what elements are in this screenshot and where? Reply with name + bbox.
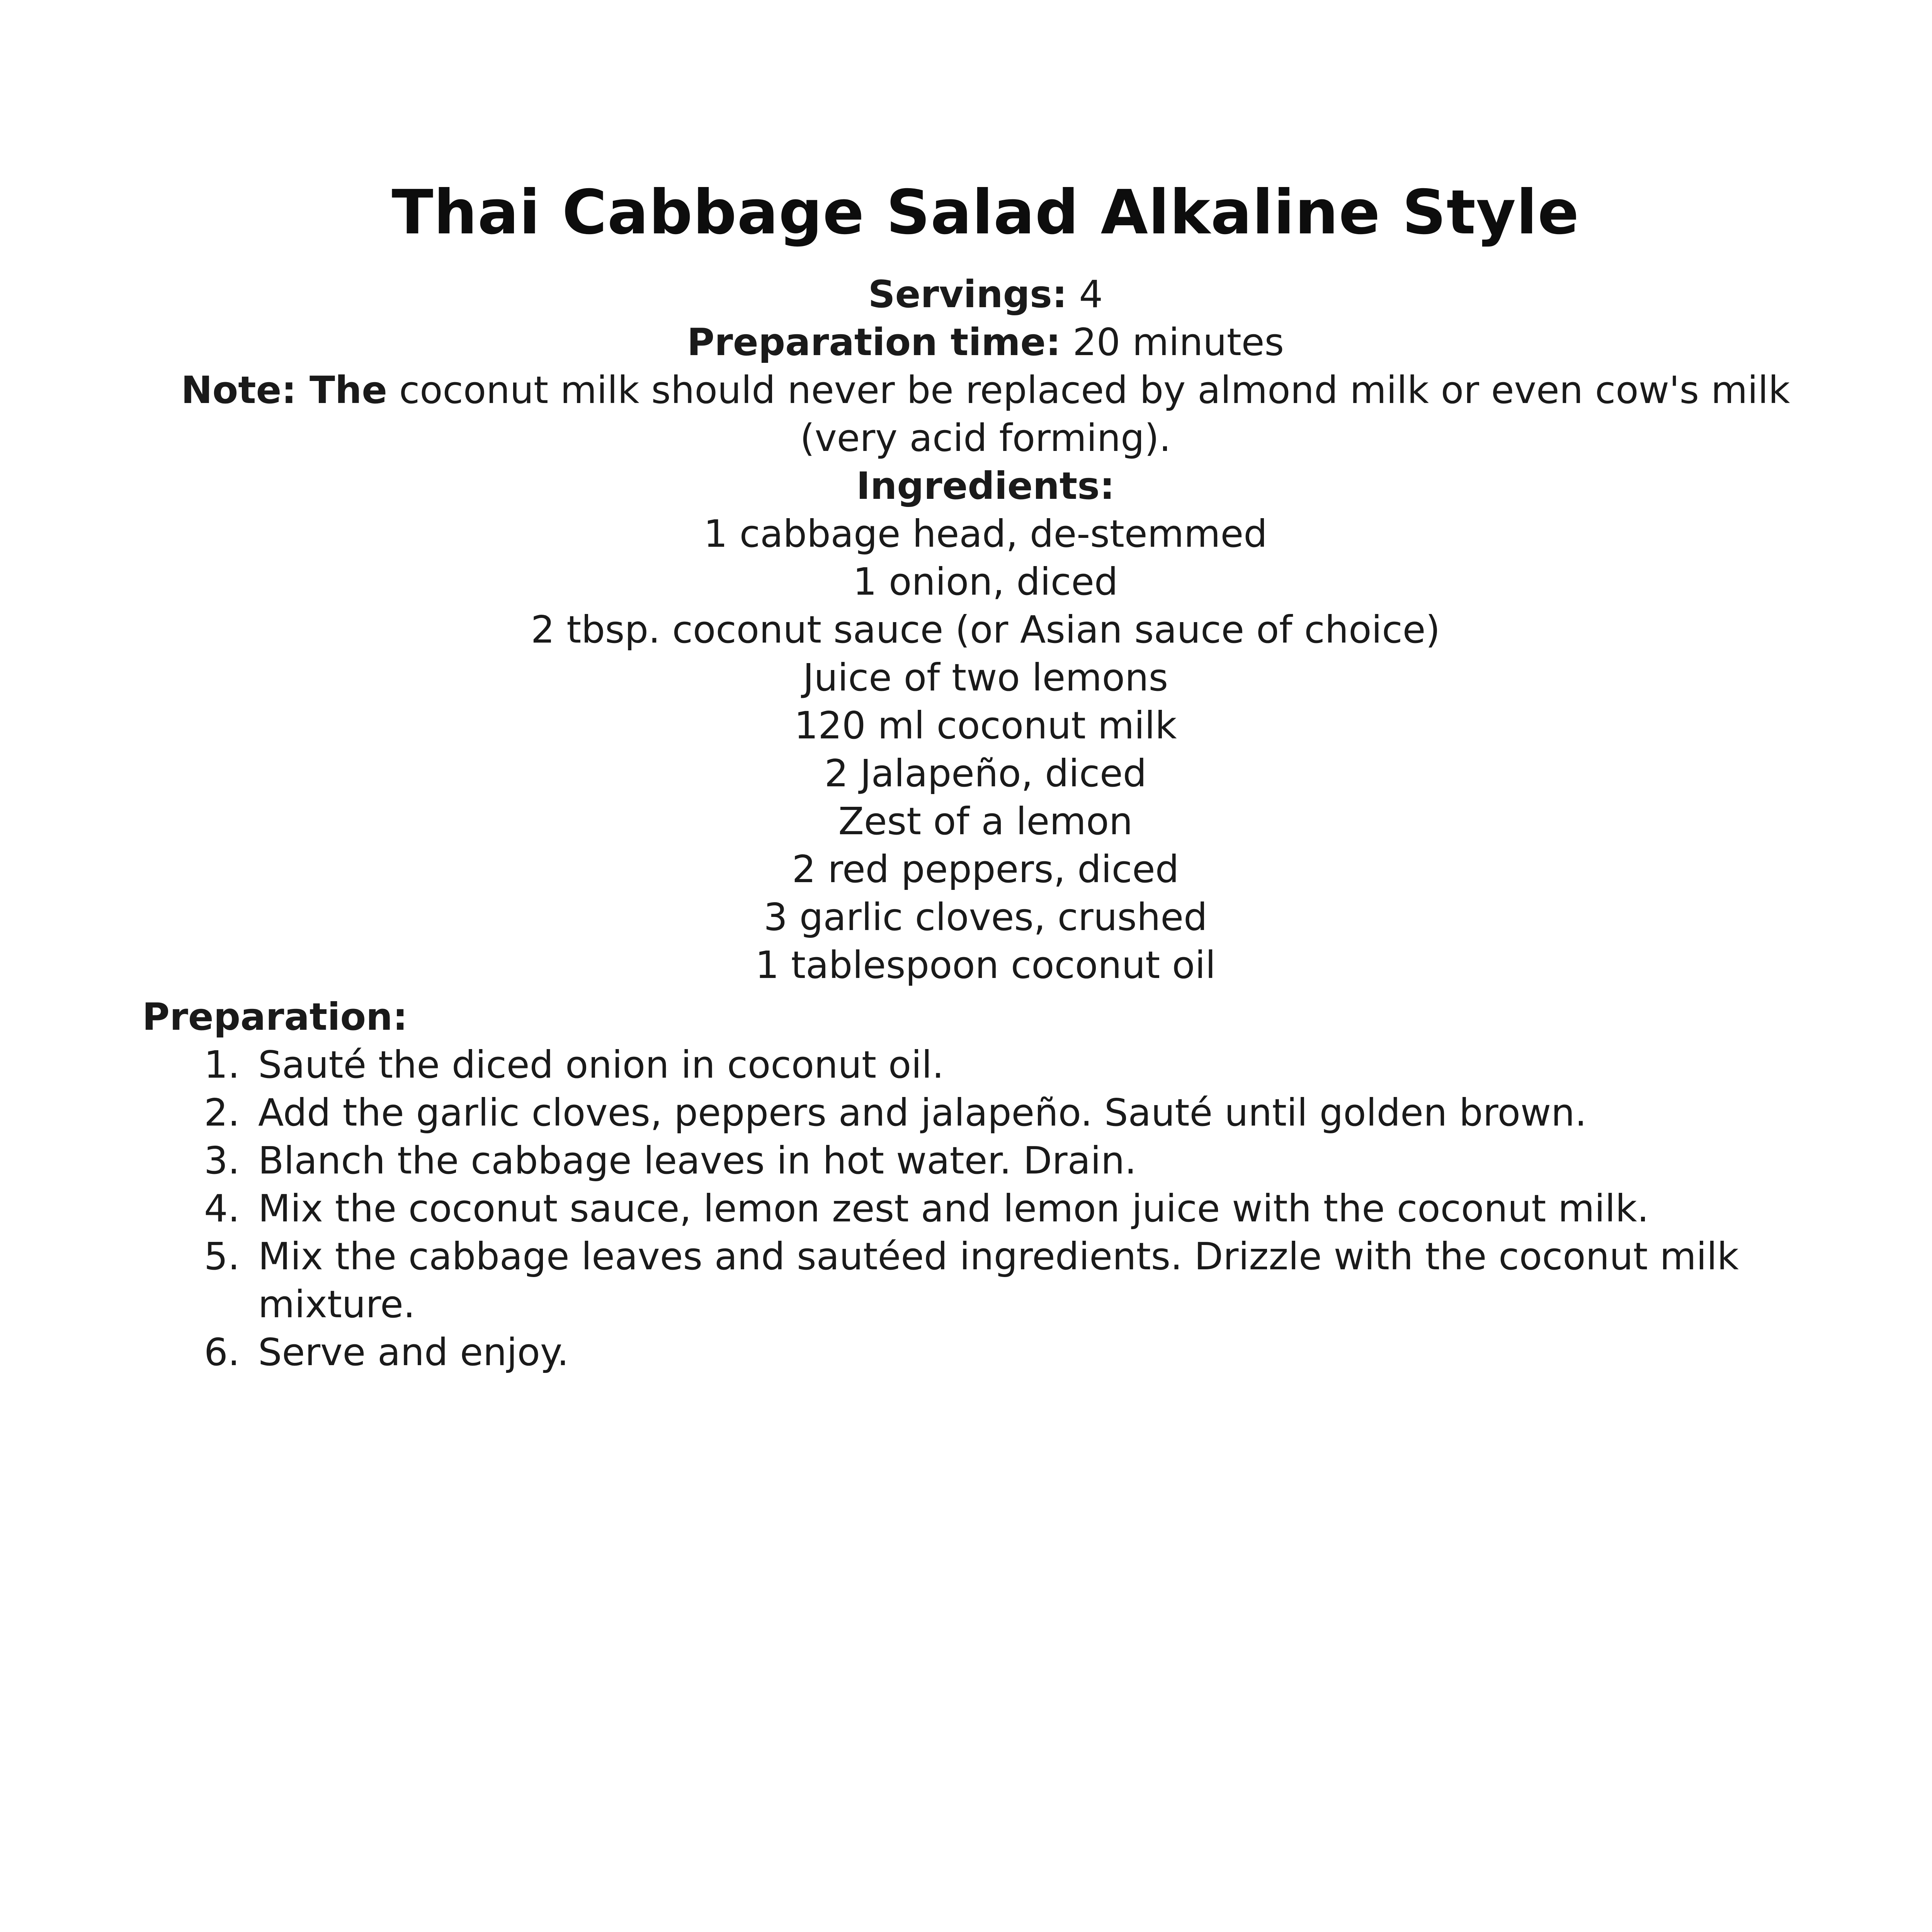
note-label: Note: The [181,368,388,412]
servings-line [128,270,1844,318]
recipe-summary [128,270,1844,989]
step-text: Add the garlic cloves, peppers and jalapeño. Sauté until golden brown. [258,1091,1587,1134]
step-number: 6. [204,1330,240,1374]
servings-value: 4 [1067,272,1103,316]
note-line [128,366,1844,414]
step-number: 1. [204,1043,240,1087]
ingredients-heading: Ingredients: [856,464,1115,508]
ingredient-item: 2 red peppers, diced [792,847,1179,891]
note-text: coconut milk should never be replaced by almond milk or even cow's milk [387,368,1790,412]
ingredient-item: Zest of a lemon [838,799,1133,843]
step-item [142,1089,1804,1137]
step-item [142,1041,1804,1089]
step-number: 2. [204,1091,240,1134]
ingredient-item: 120 ml coconut milk [794,704,1177,747]
step-item [142,1137,1804,1185]
step-item [142,1328,1804,1376]
prep-time-label: Preparation time: [687,320,1061,364]
ingredient-item: Juice of two lemons [803,656,1168,699]
step-number: 4. [204,1187,240,1230]
step-item [142,1185,1804,1233]
note-line-continued: (very acid forming). [800,416,1171,460]
ingredient-item: 2 Jalapeño, diced [824,752,1147,795]
ingredient-item: 3 garlic cloves, crushed [764,895,1208,939]
ingredient-item: 1 onion, diced [853,560,1118,604]
ingredient-item: 1 tablespoon coconut oil [755,943,1216,987]
step-text: Sauté the diced onion in coconut oil. [258,1043,944,1087]
step-number: 5. [204,1235,240,1278]
step-text: Mix the coconut sauce, lemon zest and lemon juice with the coconut milk. [258,1187,1649,1230]
step-item [142,1233,1804,1328]
prep-time-value: 20 minutes [1061,320,1284,364]
ingredients-list [128,510,1844,989]
preparation-heading: Preparation: [142,995,408,1039]
recipe-title: Thai Cabbage Salad Alkaline Style [391,177,1580,248]
servings-label: Servings: [868,272,1067,316]
ingredient-item: 2 tbsp. coconut sauce (or Asian sauce of choice) [531,608,1440,651]
step-number: 3. [204,1139,240,1182]
step-text: Mix the cabbage leaves and sautéed ingredients. Drizzle with the coconut milk mixture. [258,1235,1739,1326]
ingredient-item: 1 cabbage head, de-stemmed [704,512,1267,556]
preparation-steps [142,1041,1804,1376]
step-text: Blanch the cabbage leaves in hot water. Drain. [258,1139,1137,1182]
step-text: Serve and enjoy. [258,1330,569,1374]
prep-time-line [128,318,1844,366]
